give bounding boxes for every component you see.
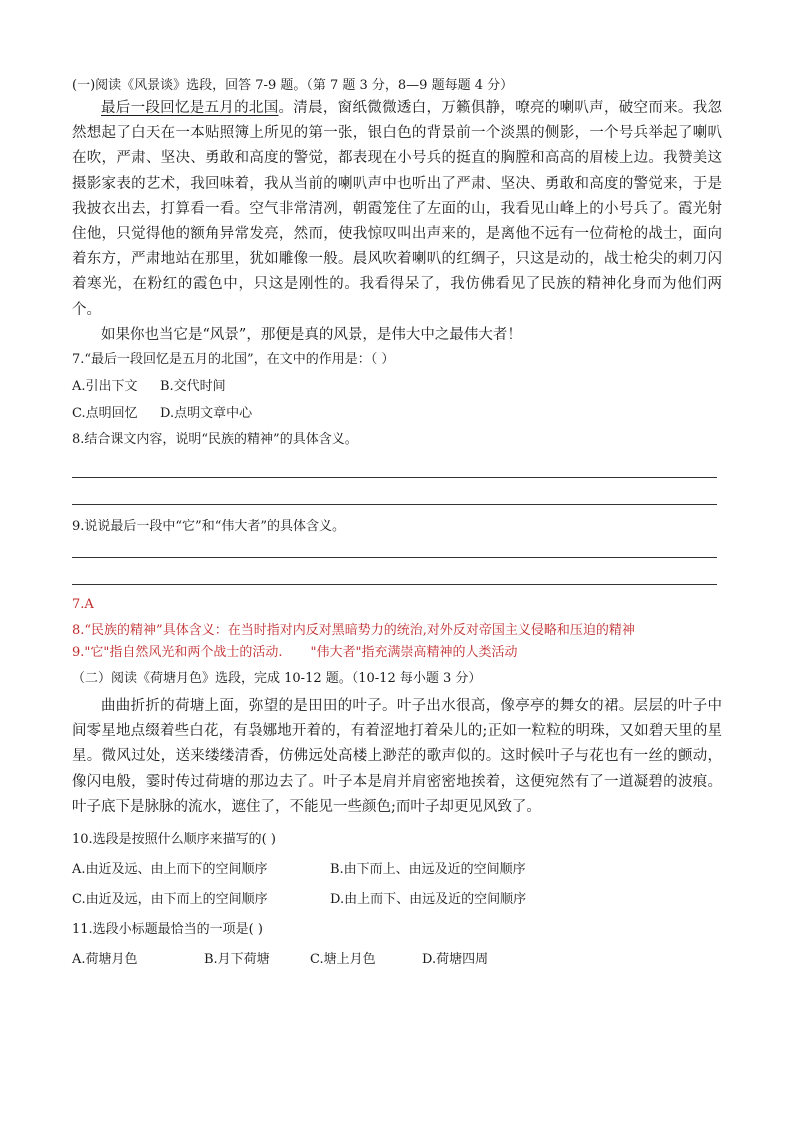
answer-9-part-1: 9."它"指自然风光和两个战士的活动. bbox=[72, 645, 283, 661]
section2-paragraph: 曲曲折折的荷塘上面，弥望的是田田的叶子。叶子出水很高，像亭亭的舞女的裙。层层的叶子中间零星地点缀着些白花，有袅娜地开着的，有着涩地打着朵儿的;正如一粒粒的明珠，又如碧天里的星星。微风过处，送来缕缕清香，仿佛远处高楼上渺茫的歌声似的。这时候叶子与花也有一丝的颤动，像闪电般，霎时传过荷塘的那边去了。叶子本是肩并肩密密地挨着，这便宛然有了一道凝碧的波痕。叶子底下是脉脉的流水，遮住了，不能见一些颜色;而叶子却更见风致了。 bbox=[72, 698, 722, 815]
question-11-options bbox=[72, 950, 722, 970]
question-10: 10.选段是按照什么顺序来描写的( ) bbox=[72, 832, 276, 848]
answer-7: 7.A bbox=[72, 597, 94, 613]
section1-paragraph-2: 如果你也当它是“风景”，那便是真的风景，是伟大中之最伟大者！ bbox=[101, 326, 522, 343]
option-11a: A.荷塘月色 bbox=[72, 952, 138, 968]
section1-header: (一)阅读《风景谈》选段，回答 7-9 题。（第 7 题 3 分，8—9 题每题 4 分） bbox=[72, 78, 514, 93]
option-11c: C.塘上月色 bbox=[310, 952, 376, 968]
question-11: 11.选段小标题最恰当的一项是( ) bbox=[72, 922, 263, 938]
option-7a: A.引出下文 bbox=[72, 379, 138, 395]
section1-paragraph-1 bbox=[72, 96, 722, 323]
question-7: 7.“最后一段回忆是五月的北国”，在文中的作用是：（ ） bbox=[72, 352, 395, 368]
answer-9 bbox=[72, 643, 722, 663]
answer-8: 8.“民族的精神”具体含义：在当时指对内反对黑暗势力的统治,对外反对帝国主义侵略和压迫的精神 bbox=[72, 623, 635, 639]
underlined-phrase: 最后一段回忆是五月的北国 bbox=[101, 100, 279, 116]
question-8: 8.结合课文内容，说明“民族的精神”的具体含义。 bbox=[72, 432, 358, 448]
answer-9-part-2: "伟大者"指充满崇高精神的人类活动 bbox=[310, 645, 518, 661]
answer-line-8a[interactable] bbox=[72, 477, 717, 478]
question-7-options-row2 bbox=[72, 404, 722, 424]
option-10b: B.由下而上、由远及近的空间顺序 bbox=[330, 862, 526, 878]
option-7b: B.交代时间 bbox=[160, 379, 226, 395]
question-10-options-row1 bbox=[72, 860, 722, 880]
answer-line-8b[interactable] bbox=[72, 504, 717, 505]
option-7c: C.点明回忆 bbox=[72, 406, 138, 422]
paragraph-text: 。清晨，窗纸微微透白，万籁俱静，嘹亮的喇叭声，破空而来。我忽然想起了白天在一本贴照簿上所见的第一张，银白色的背景前一个淡黑的侧影，一个号兵举起了喇叭在吹，严肃、坚决、勇敢和高度的警觉，都表现在小号兵的挺直的胸膛和高高的眉棱上边。我赞美这摄影家表的艺术，我回味着，我从当前的喇叭声中也听出了严肃、坚决、勇敢和高度的警觉来，于是我披衣出去，打算看一看。空气非常清冽，朝霞笼住了左面的山，我看见山峰上的小号兵了。霞光射住他，只觉得他的额角异常发亮，然而，使我惊叹叫出声来的，是离他不远有一位荷枪的战士，面向着东方，严肃地站在那里，犹如雕像一般。晨风吹着喇叭的红绸子，只这是动的，战士枪尖的刺刀闪着寒光，在粉红的霞色中，只这是刚性的。我看得呆了，我仿佛看见了民族的精神化身而为他们两个。 bbox=[72, 100, 723, 318]
option-10a: A.由近及远、由上而下的空间顺序 bbox=[72, 862, 268, 878]
question-7-options-row1 bbox=[72, 377, 722, 397]
option-7d: D.点明文章中心 bbox=[160, 406, 253, 422]
answer-line-9a[interactable] bbox=[72, 557, 717, 558]
section2-header: （二）阅读《荷塘月色》选段，完成 10-12 题。（10-12 每小题 3 分） bbox=[72, 671, 482, 687]
question-10-options-row2 bbox=[72, 890, 722, 910]
question-9: 9.说说最后一段中“它”和“伟大者”的具体含义。 bbox=[72, 519, 345, 535]
option-10c: C.由近及远，由下而上的空间顺序 bbox=[72, 892, 268, 908]
worksheet-page bbox=[72, 76, 722, 970]
option-11d: D.荷塘四周 bbox=[422, 952, 489, 968]
option-10d: D.由上而下、由远及近的空间顺序 bbox=[330, 892, 527, 908]
option-11b: B.月下荷塘 bbox=[204, 952, 270, 968]
answer-line-9b[interactable] bbox=[72, 584, 717, 585]
